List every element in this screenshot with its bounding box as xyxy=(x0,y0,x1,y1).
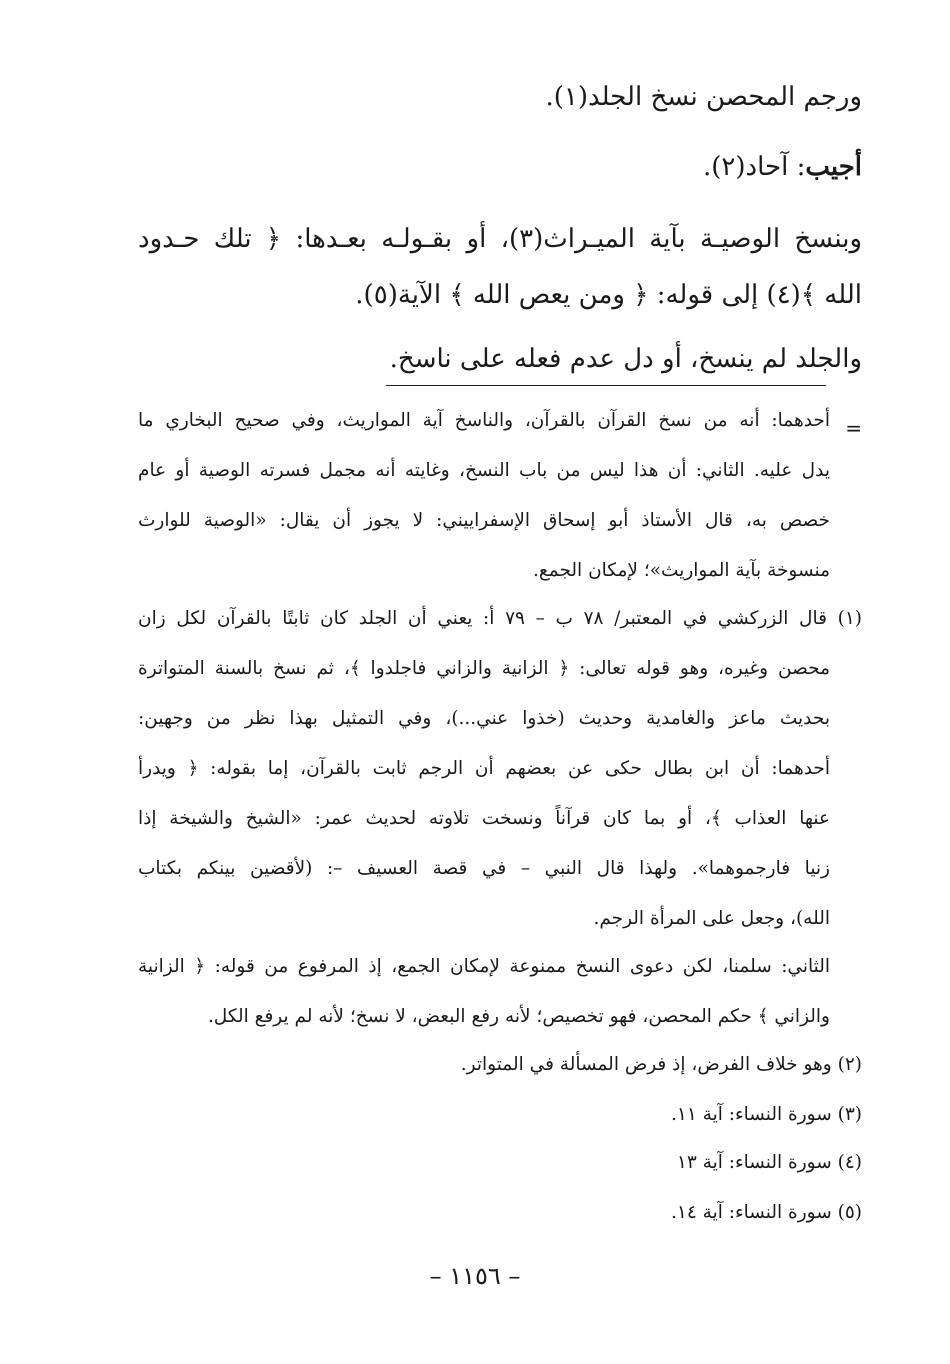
footnote-1-line-1: (١) قال الزركشي في المعتبر/ ٧٨ ب – ٧٩ أ: يعني أن الجلد كان ثابتًا بالقرآن لكل زان xyxy=(138,608,863,629)
answer-text: : آحاد(٢). xyxy=(702,152,806,182)
main-line-2 xyxy=(703,152,862,182)
footnote-1-line-8: الثاني: سلمنا، لكن دعوى النسخ ممنوعة لإمكان الجمع، إذ المرفوع من قوله: ﴿ الزانية xyxy=(138,956,830,977)
footnote-1-line-7: الله)، وجعل على المرأة الرجم. xyxy=(593,908,830,929)
page-number: – ١١٥٦ – xyxy=(429,1262,521,1290)
main-line-4: الله ﴾(٤) إلى قوله: ﴿ ومن يعص الله ﴾ الآية(٥). xyxy=(355,280,862,310)
continued-note-line-1: أحدهما: أنه من نسخ القرآن بالقرآن، والناسخ آية المواريث، وفي صحيح البخاري ما xyxy=(138,410,830,431)
answer-label: أجيب xyxy=(805,152,862,182)
footnote-1-line-6: زنيا فارجموهما». ولهذا قال النبي – في قصة العسيف –: (لأقضين بينكم بكتاب xyxy=(138,858,830,879)
footnote-5: (٥) سورة النساء: آية ١٤. xyxy=(671,1202,862,1223)
footnote-2: (٢) وهو خلاف الفرض، إذ فرض المسألة في المتواتر. xyxy=(460,1054,862,1075)
main-line-5: والجلد لم ينسخ، أو دل عدم فعله على ناسخ. xyxy=(389,344,862,374)
main-line-3: وبنسخ الوصيـة بآية الميـراث(٣)، أو بقـولـه بعـدها: ﴿ تلك حـدود xyxy=(138,224,862,254)
footnote-1-line-3: بحديث ماعز والغامدية وحديث (خذوا عني...)، وفي التمثيل بهذا نظر من وجهين: xyxy=(138,708,830,729)
footnote-1-line-9: والزاني ﴾ حكم المحصن، فهو تخصيص؛ لأنه رفع البعض، لا نسخ؛ لأنه لم يرفع الكل. xyxy=(207,1006,830,1027)
footnote-1-line-2: محصن وغيره، وهو قوله تعالى: ﴿ الزانية والزاني فاجلدوا ﴾، ثم نسخ بالسنة المتواترة xyxy=(138,658,830,679)
footnote-3: (٣) سورة النساء: آية ١١. xyxy=(671,1104,862,1125)
continued-note-line-2: يدل عليه. الثاني: أن هذا ليس من باب النسخ، وغايته أنه مجمل فسرته الوصية أو عام xyxy=(138,460,830,481)
continuation-mark: = xyxy=(845,416,862,440)
footnote-1-line-4: أحدهما: أن ابن بطال حكى عن بعضهم أن الرجم ثابت بالقرآن، إما بقوله: ﴿ ويدرأ xyxy=(138,758,830,779)
footnote-4: (٤) سورة النساء: آية ١٣ xyxy=(676,1152,862,1173)
continued-note-line-4: منسوخة بآية المواريث»؛ لإمكان الجمع. xyxy=(533,560,830,581)
footnote-separator xyxy=(386,385,826,386)
footnote-1-line-5: عنها العذاب ﴾، أو بما كان قرآناً ونسخت تلاوته لحديث عمر: «الشيخ والشيخة إذا xyxy=(138,808,830,829)
main-line-1: ورجم المحصن نسخ الجلد(١). xyxy=(545,82,862,112)
continued-note-line-3: خصص به، قال الأستاذ أبو إسحاق الإسفراييني: لا يجوز أن يقال: «الوصية للوارث xyxy=(138,510,830,531)
